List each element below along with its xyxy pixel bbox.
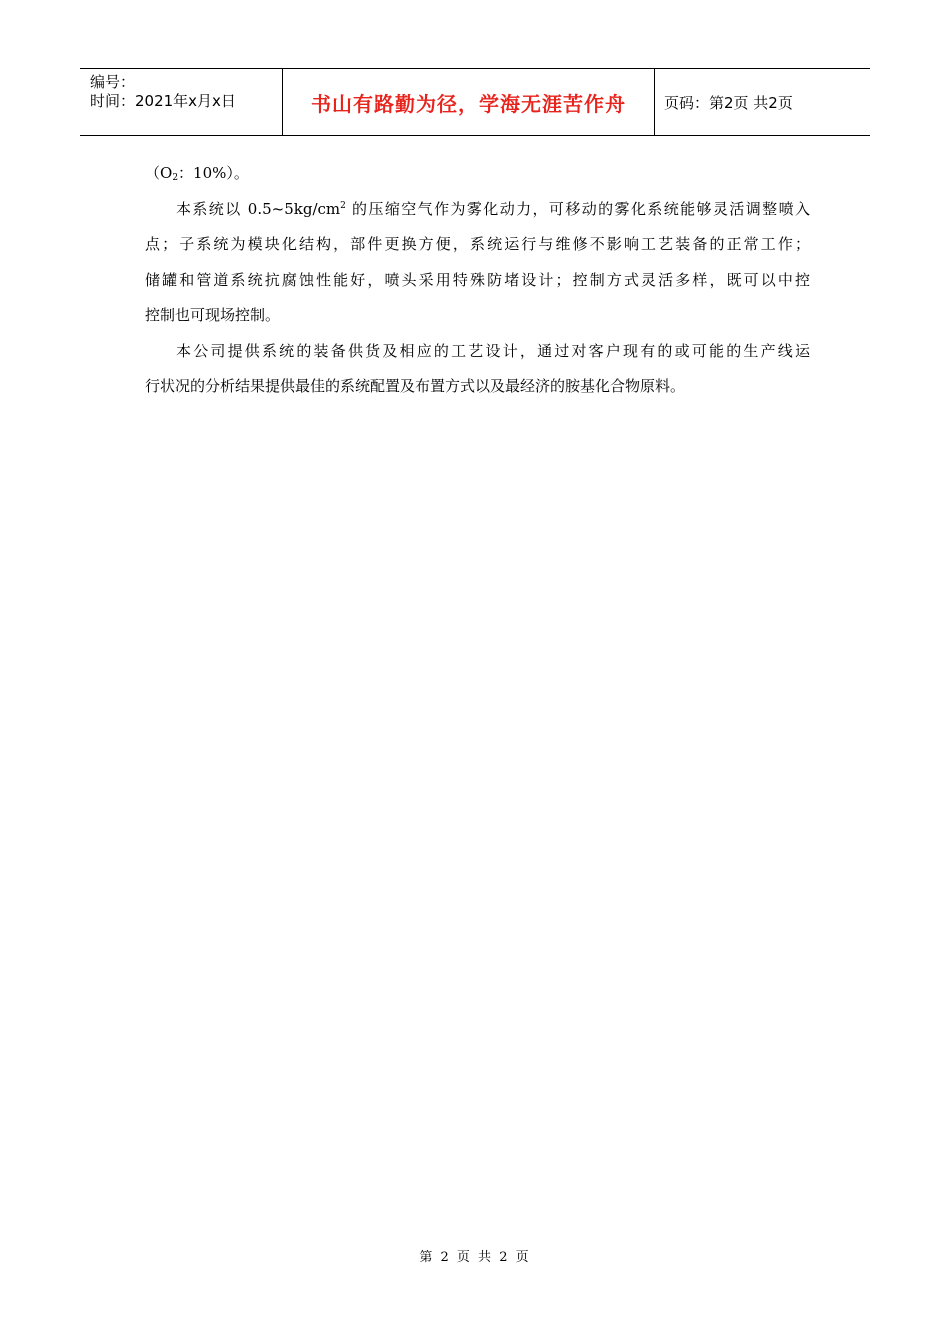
paragraph-line: 行状况的分析结果提供最佳的系统配置及布置方式以及最经济的胺基化合物原料。: [145, 377, 686, 395]
document-header: [80, 68, 870, 136]
subscript: 2: [172, 173, 179, 183]
document-body: [145, 156, 810, 405]
paragraph-line: 本系统以 $0.5\sim 5kg/cm^2$ 的压缩空气作为雾化动力，可移动的雾化系统能够灵活调整喷入: [176, 199, 810, 218]
paragraph-line: 本公司提供系统的装备供货及相应的工艺设计，通过对客户现有的或可能的生产线运: [176, 341, 810, 360]
header-meta: [80, 69, 282, 135]
text-line-oxygen: （$O_2$：10%）。: [145, 164, 249, 183]
paragraph-line: 点；子系统为模块化结构，部件更换方便，系统运行与维修不影响工艺装备的正常工作；: [145, 235, 810, 253]
paragraph-line: 控制也可现场控制。: [145, 306, 281, 324]
superscript: 2: [340, 200, 346, 211]
paragraph-system: [145, 192, 810, 334]
header-page-label: 页码：第2页 共2页: [664, 93, 793, 112]
paragraph-line: 储罐和管道系统抗腐蚀性能好，喷头采用特殊防堵设计；控制方式灵活多样，既可以中控: [145, 270, 810, 289]
paragraph-company: [145, 334, 810, 405]
date-label: 时间：2021年x月x日: [90, 92, 236, 110]
page-footer: 第 2 页 共 2 页: [419, 1250, 531, 1265]
header-motto: 书山有路勤为径，学海无涯苦作舟: [282, 69, 655, 135]
number-label: 编号：: [90, 73, 136, 91]
